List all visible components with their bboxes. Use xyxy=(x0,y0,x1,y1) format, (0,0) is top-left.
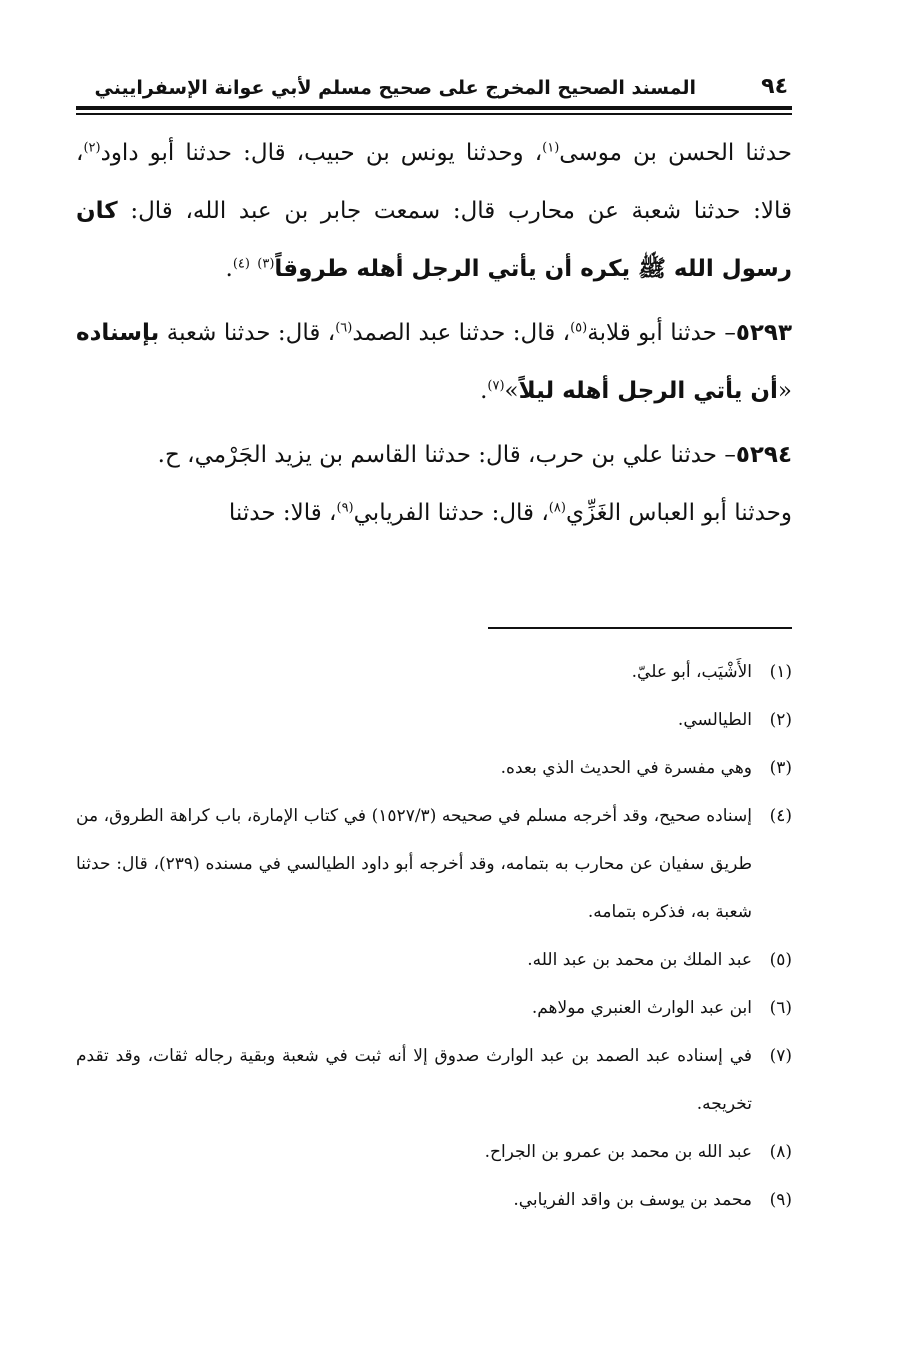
text-run: » xyxy=(504,378,519,404)
footnote-number: (٧) xyxy=(769,1046,792,1066)
footnote-number: (٨) xyxy=(769,1142,792,1162)
footnote-ref-8: (٨) xyxy=(548,500,566,516)
footnote-number: (٣) xyxy=(769,758,792,778)
footnote-3 xyxy=(76,744,792,792)
running-header xyxy=(76,74,792,104)
footnote-text: محمد بن يوسف بن واقد الفريابي. xyxy=(513,1190,752,1210)
footnote-ref-3: (٣) xyxy=(257,256,275,272)
text-run: ، وحدثنا يونس بن حبيب، قال: حدثنا أبو داود xyxy=(100,140,543,166)
footnote-text: ابن عبد الوارث العنبري مولاهم. xyxy=(531,998,752,1018)
footnote-text: عبد الله بن محمد بن عمرو بن الجراح. xyxy=(484,1142,752,1162)
running-title: المسند الصحيح المخرج على صحيح مسلم لأبي عوانة الإسفراييني xyxy=(94,77,696,99)
hadith-number: ٥٢٩٣ xyxy=(735,320,792,346)
hadith-text: أن يأتي الرجل أهله ليلاً xyxy=(518,378,778,404)
footnote-text: في إسناده عبد الصمد بن عبد الوارث صدوق إلا أنه ثبت في شعبة وبقية رجاله ثقات، وقد تقدم تخريجه. xyxy=(76,1046,752,1114)
footnote-ref-1: (١) xyxy=(542,140,560,156)
footnote-ref-6: (٦) xyxy=(335,320,353,336)
footnote-ref-7: (٧) xyxy=(487,378,505,394)
hadith-text: كان رسول الله ﷺ يكره أن يأتي الرجل أهله طروقاً xyxy=(76,198,792,282)
text-run: ، قالا: حدثنا شعبة عن محارب قال: سمعت جابر بن عبد الله، قال: xyxy=(76,140,792,224)
footnote-separator xyxy=(488,627,792,629)
footnote-1 xyxy=(76,648,792,696)
text-run: وحدثنا أبو العباس الغَزِّي xyxy=(565,500,792,526)
paragraph-4 xyxy=(76,484,792,542)
text-run: ، قال: حدثنا الفريابي xyxy=(353,500,549,526)
footnote-ref-9: (٩) xyxy=(336,500,354,516)
bold-word: بإسناده xyxy=(76,320,160,346)
hadith-5293 xyxy=(76,304,792,420)
text-run: حدثنا الحسن بن موسى xyxy=(559,140,792,166)
footnote-text: إسناده صحيح، وقد أخرجه مسلم في صحيحه (١٥٢٧/٣) في كتاب الإمارة، باب كراهة الطروق، من طريق سفيان عن محارب به بتمامه، وقد أخرجه أبو داود الطيالسي في مسنده (٢٣٩)، قال: حدثنا شعبة به، فذكره بتمامه. xyxy=(76,806,752,922)
text-run: – حدثنا أبو قلابة xyxy=(587,320,736,346)
footnote-5 xyxy=(76,936,792,984)
footnote-text: الطيالسي. xyxy=(677,710,752,730)
page-number: ٩٤ xyxy=(761,74,788,99)
footnote-number: (٦) xyxy=(769,998,792,1018)
footnote-number: (٩) xyxy=(769,1190,792,1210)
footnote-ref-4: (٤) xyxy=(232,256,250,272)
footnote-number: (٥) xyxy=(769,950,792,970)
footnotes xyxy=(76,648,792,1224)
text-run: ، قال: حدثنا عبد الصمد xyxy=(352,320,571,346)
text-run: . xyxy=(225,256,233,282)
text-run: ، قالا: حدثنا xyxy=(228,500,337,526)
footnote-number: (٢) xyxy=(769,710,792,730)
text-run: – حدثنا علي بن حرب، قال: حدثنا القاسم بن يزيد الجَرْمي، ح. xyxy=(157,442,736,468)
text-run: « xyxy=(777,378,792,404)
footnote-ref-5: (٥) xyxy=(570,320,588,336)
text-run: ، قال: حدثنا شعبة xyxy=(159,320,336,346)
header-rule-thin xyxy=(76,113,792,115)
footnote-8 xyxy=(76,1128,792,1176)
hadith-number: ٥٢٩٤ xyxy=(735,442,792,468)
footnote-number: (١) xyxy=(769,662,792,682)
footnote-text: عبد الملك بن محمد بن عبد الله. xyxy=(527,950,752,970)
footnote-6 xyxy=(76,984,792,1032)
footnote-text: الأَشْيَب، أبو عليّ. xyxy=(631,662,752,682)
text-run: . xyxy=(480,378,488,404)
footnote-4 xyxy=(76,792,792,936)
footnote-2 xyxy=(76,696,792,744)
footnote-9 xyxy=(76,1176,792,1224)
paragraph-1 xyxy=(76,124,792,298)
footnote-text: وهي مفسرة في الحديث الذي بعده. xyxy=(500,758,752,778)
header-rule-thick xyxy=(76,106,792,110)
hadith-5294 xyxy=(76,426,792,484)
footnote-7 xyxy=(76,1032,792,1128)
footnote-ref-2: (٢) xyxy=(83,140,101,156)
main-text xyxy=(76,124,792,542)
footnote-number: (٤) xyxy=(769,806,792,826)
